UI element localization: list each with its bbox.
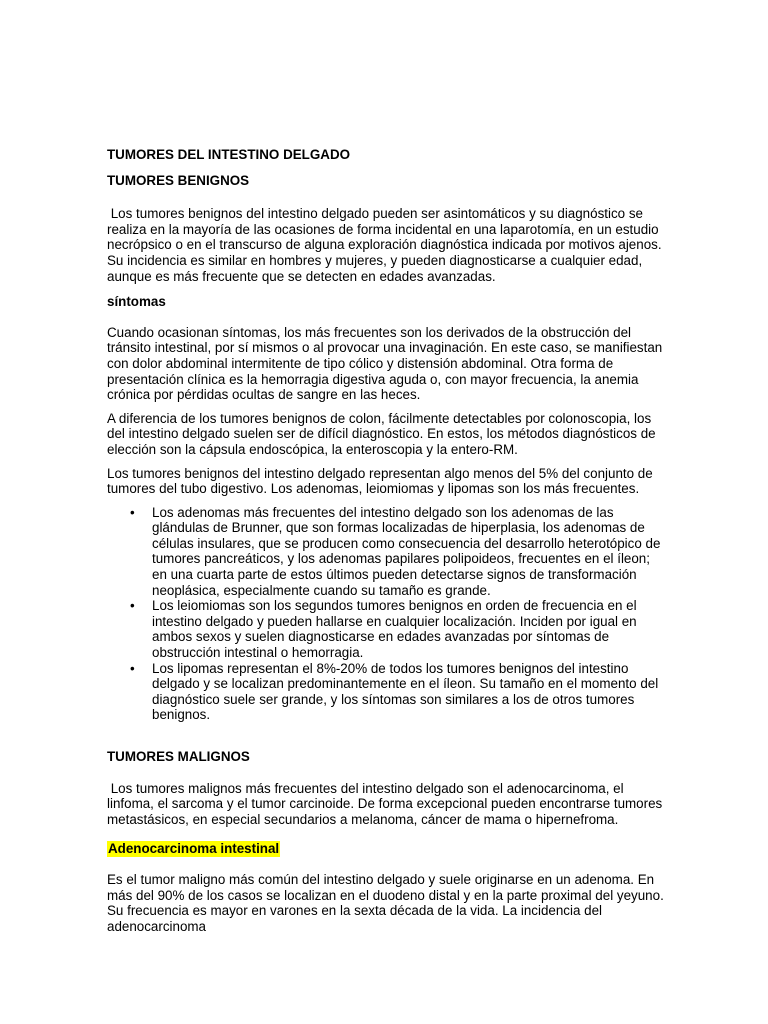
adenocarcinoma-heading-wrapper: [107, 835, 668, 872]
malignant-tumors-heading: TUMORES MALIGNOS: [107, 749, 250, 764]
list-item-text: Los leiomiomas son los segundos tumores benignos en orden de frecuencia en el intestino delgado y pueden hallarse en cualquier localización. Inciden por igual en ambos sexos y suelen diagnosticarse en edades avanzadas por síntomas de obstrucción intestinal o hemorragia.: [152, 598, 637, 661]
bullet-icon: •: [130, 598, 135, 614]
list-item: [130, 598, 668, 661]
benign-tumors-heading: TUMORES BENIGNOS: [107, 172, 250, 188]
benign-tumor-types-list: [107, 505, 668, 723]
symptoms-paragraph-1: Cuando ocasionan síntomas, los más frecuentes son los derivados de la obstrucción del tránsito intestinal, por sí mismos o al provocar una invaginación. En este caso, se manifiestan con dolor abdominal intermitente de tipo cólico y distensión abdominal. Otra forma de presentación clínica es la hemorragia digestiva aguda o, con mayor frecuencia, la anemia crónica por pérdidas ocultas de sangre en las heces.: [107, 324, 663, 403]
symptoms-paragraph-3: Los tumores benignos del intestino delgado representan algo menos del 5% del conjunto de tumores del tubo digestivo. Los adenomas, leiomiomas y lipomas son los más frecuentes.: [107, 465, 653, 497]
list-item: [130, 504, 668, 599]
bullet-icon: •: [130, 504, 135, 520]
malignant-intro-paragraph: Los tumores malignos más frecuentes del intestino delgado son el adenocarcinoma, el linfoma, el sarcoma y el tumor carcinoide. De forma excepcional pueden encontrarse tumores metastásicos, en especial secundarios a melanoma, cáncer de mama o hipernefroma.: [107, 780, 666, 827]
symptoms-heading: síntomas: [107, 294, 166, 310]
adenocarcinoma-paragraph: Es el tumor maligno más común del intestino delgado y suele originarse en un adenoma. En más del 90% de los casos se localizan en el duodeno distal y en la parte proximal del yeyuno. Su frecuencia es mayor en varones en la sexta década de la vida. La incidencia del adenocarcinoma: [107, 871, 664, 934]
benign-intro-paragraph: Los tumores benignos del intestino delgado pueden ser asintomáticos y su diagnóstico se realiza en la mayoría de las ocasiones de forma incidental en una laparotomía, en un estudio necrópsico o en el transcurso de alguna exploración diagnóstica indicada por motivos ajenos. Su incidencia es similar en hombres y mujeres, y pueden diagnosticarse a cualquier edad, aunque es más frecuente que se detecten en edades avanzadas.: [107, 206, 666, 284]
list-item-text: Los lipomas representan el 8%-20% de todos los tumores benignos del intestino delgado y se localizan predominantemente en el íleon. Su tamaño en el momento del diagnóstico suele ser grande, y los síntomas son similares a los de otros tumores benignos.: [152, 660, 659, 723]
list-item-text: Los adenomas más frecuentes del intestino delgado son los adenomas de las glándulas de Brunner, que son formas localizadas de hiperplasia, los adenomas de células insulares, que se producen como consecuencia del desarrollo heterotópico de tumores pancreáticos, y los adenomas papilares polipoideos, frecuentes en el íleon; en una cuarta parte de estos últimos pueden detectarse signos de transformación neoplásica, especialmente cuando su tamaño es grande.: [152, 504, 661, 598]
adenocarcinoma-heading: Adenocarcinoma intestinal: [108, 841, 280, 857]
bullet-icon: •: [130, 660, 135, 676]
document-title: TUMORES DEL INTESTINO DELGADO: [107, 147, 351, 162]
symptoms-paragraph-2: A diferencia de los tumores benignos de colon, fácilmente detectables por colonoscopia, los del intestino delgado suelen ser de difícil diagnóstico. En estos, los métodos diagnósticos de elección son la cápsula endoscópica, la enteroscopia y la entero-RM.: [107, 410, 656, 457]
list-item: [130, 660, 668, 723]
